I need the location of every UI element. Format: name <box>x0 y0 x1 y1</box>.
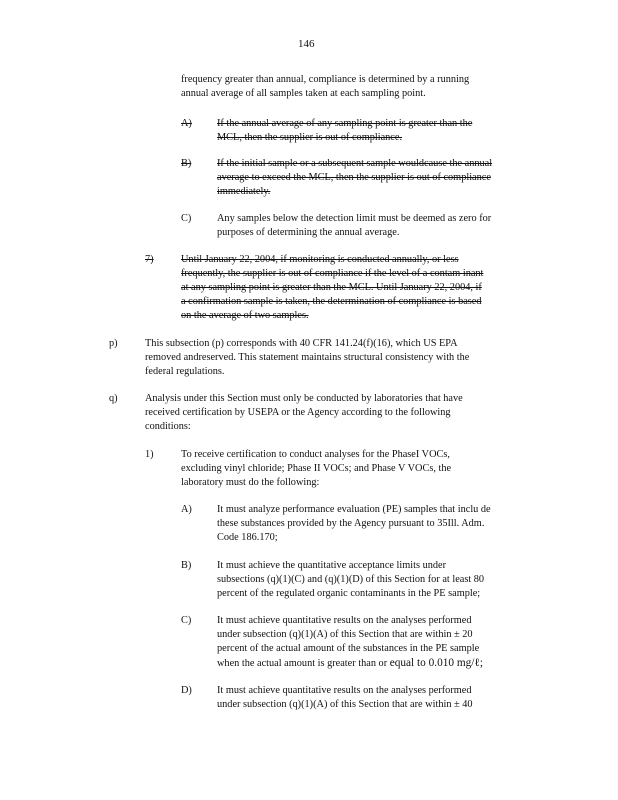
text-line: purposes of determining the annual average. <box>217 227 400 238</box>
text-line: Code 186.170; <box>217 532 278 543</box>
item-c-label: C) <box>181 213 192 224</box>
item-7-label: 7) <box>145 254 154 265</box>
text-line-start: when the actual amount is greater than or <box>217 658 388 669</box>
item-p-label: p) <box>109 338 118 349</box>
item-q1c-text <box>217 614 483 671</box>
item-q1-label: 1) <box>145 449 154 460</box>
text-line: conditions: <box>145 421 191 432</box>
item-q1d-text <box>217 684 473 712</box>
item-q1b-label: B) <box>181 560 192 571</box>
text-line: at any sampling point is greater than the MCL. Until January 22, 2004, if <box>181 282 482 293</box>
text-line: If the initial sample or a subsequent sample wouldcause the annual <box>217 158 493 169</box>
text-line: laboratory must do the following: <box>181 477 320 488</box>
item-c-text <box>217 212 491 240</box>
text-line: subsections (q)(1)(C) and (q)(1)(D) of this Section for at least 80 <box>217 574 485 585</box>
item-a-label: A) <box>181 118 192 129</box>
text-line: on the average of two samples. <box>181 310 309 321</box>
text-line: Any samples below the detection limit must be deemed as zero for <box>217 213 492 224</box>
text-line: under subsection (q)(1)(A) of this Section that are within ± 20 <box>217 629 473 640</box>
text-line: To receive certification to conduct analyses for the PhaseI VOCs, <box>181 449 451 460</box>
text-line: Until January 22, 2004, if monitoring is conducted annually, or less <box>181 254 459 265</box>
text-line: average to exceed the MCL, then the supplier is out of compliance <box>217 172 491 183</box>
text-line: received certification by USEPA or the Agency according to the following <box>145 407 451 418</box>
text-line: It must achieve quantitative results on the analyses performed <box>217 685 472 696</box>
intro-paragraph <box>181 73 469 101</box>
text-line: frequency greater than annual, compliance is determined by a running <box>181 74 470 85</box>
text-line-tail: equal to 0.010 mg/ℓ; <box>389 657 483 669</box>
item-q1d-label: D) <box>181 685 192 696</box>
text-line: percent of the actual amount of the substances in the PE sample <box>217 643 480 654</box>
item-q1c-label: C) <box>181 615 192 626</box>
text-line: This subsection (p) corresponds with 40 CFR 141.24(f)(16), which US EPA <box>145 338 458 349</box>
text-line: these substances provided by the Agency pursuant to 35Ill. Adm. <box>217 518 485 529</box>
text-line: federal regulations. <box>145 366 225 377</box>
text-line: a confirmation sample is taken, the determination of compliance is based <box>181 296 482 307</box>
text-line: under subsection (q)(1)(A) of this Section that are within ± 40 <box>217 699 473 710</box>
item-b-struck-text <box>217 157 492 199</box>
item-p-text <box>145 337 469 379</box>
text-line: MCL, then the supplier is out of compliance. <box>217 132 403 143</box>
item-q-text <box>145 392 463 434</box>
item-b-label: B) <box>181 158 192 169</box>
item-a-struck-text <box>217 117 472 145</box>
text-line: immediately. <box>217 186 271 197</box>
text-line: Analysis under this Section must only be conducted by laboratories that have <box>145 393 463 404</box>
item-q-label: q) <box>109 393 118 404</box>
text-line: frequently, the supplier is out of compliance if the level of a contam inant <box>181 268 484 279</box>
text-line <box>217 656 483 671</box>
page-number: 146 <box>298 38 315 50</box>
item-q1a-text <box>217 503 491 545</box>
text-line: removed andreserved. This statement maintains structural consistency with the <box>145 352 470 363</box>
item-q1-text <box>181 448 451 490</box>
text-line: It must analyze performance evaluation (PE) samples that inclu de <box>217 504 491 515</box>
item-7-struck-text <box>181 253 483 323</box>
text-line: It must achieve quantitative results on the analyses performed <box>217 615 472 626</box>
item-q1b-text <box>217 559 484 601</box>
item-q1a-label: A) <box>181 504 192 515</box>
text-line: If the annual average of any sampling point is greater than the <box>217 118 473 129</box>
text-line: It must achieve the quantitative acceptance limits under <box>217 560 447 571</box>
text-line: percent of the regulated organic contaminants in the PE sample; <box>217 588 481 599</box>
text-line: annual average of all samples taken at each sampling point. <box>181 88 426 99</box>
text-line: excluding vinyl chloride; Phase II VOCs; and Phase V VOCs, the <box>181 463 452 474</box>
